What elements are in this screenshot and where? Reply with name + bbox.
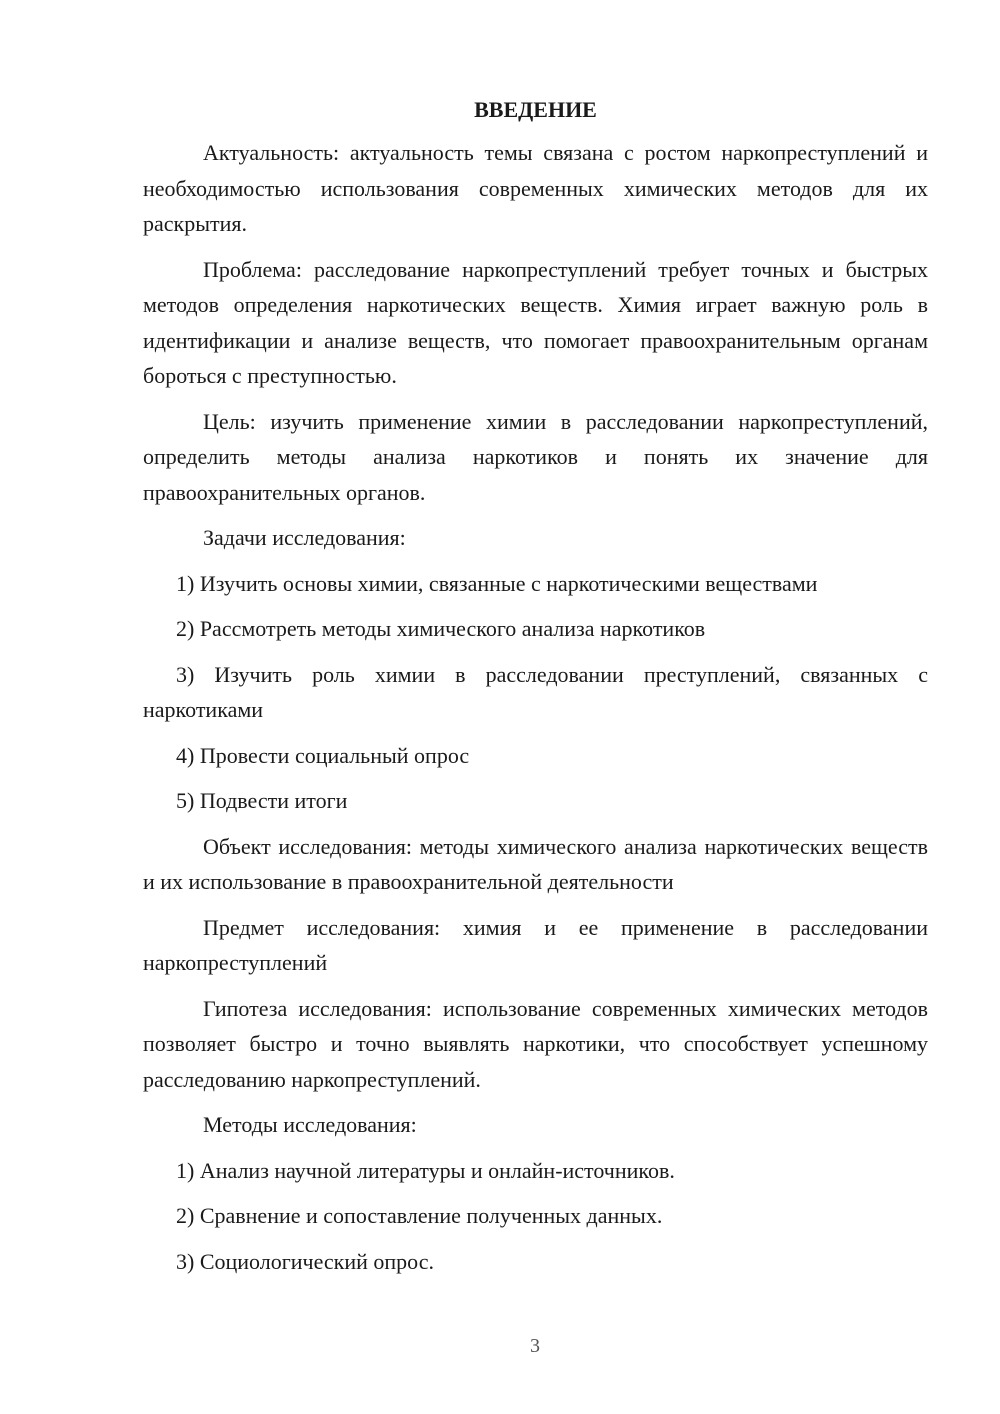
list-item-task-1: 1) Изучить основы химии, связанные с наркотическими веществами: [176, 570, 818, 596]
paragraph-object: Объект исследования: методы химического анализа наркотических веществ и их использование в правоохранительной деятельности: [143, 833, 928, 894]
paragraph-problem: Проблема: расследование наркопреступлений требует точных и быстрых методов определения наркотических веществ. Химия играет важную роль в идентификации и анализе веществ, что помогает правоохранительным органам бороться с преступностью.: [143, 256, 928, 388]
paragraph-methods-heading: Методы исследования:: [203, 1112, 417, 1137]
paragraph-relevance: Актуальность: актуальность темы связана с ростом наркопреступлений и необходимостью использования современных химических методов для их раскрытия.: [143, 140, 928, 236]
list-item-task-5: 5) Подвести итоги: [176, 788, 348, 813]
list-item-method-2: 2) Сравнение и сопоставление полученных данных.: [176, 1203, 663, 1228]
list-item-method-1: 1) Анализ научной литературы и онлайн-источников.: [176, 1157, 675, 1183]
list-item-method-3: 3) Социологический опрос.: [176, 1248, 434, 1274]
page-content: [143, 95, 928, 1289]
section-title: ВВЕДЕНИЕ: [474, 97, 597, 122]
list-item-task-4: 4) Провести социальный опрос: [176, 742, 470, 768]
paragraph-hypothesis: Гипотеза исследования: использование современных химических методов позволяет быстро и точно выявлять наркотики, что способствует успешному расследованию наркопреступлений.: [143, 995, 928, 1092]
page-number: 3: [530, 1335, 540, 1357]
list-item-task-3: 3) Изучить роль химии в расследовании преступлений, связанных с наркотиками: [143, 661, 928, 722]
paragraph-subject: Предмет исследования: химия и ее применение в расследовании наркопреступлений: [143, 914, 928, 975]
list-item-task-2: 2) Рассмотреть методы химического анализа наркотиков: [176, 616, 706, 641]
paragraph-goal: Цель: изучить применение химии в расследовании наркопреступлений, определить методы анализа наркотиков и понять их значение для правоохранительных органов.: [143, 408, 928, 505]
paragraph-tasks-heading: Задачи исследования:: [203, 525, 406, 550]
